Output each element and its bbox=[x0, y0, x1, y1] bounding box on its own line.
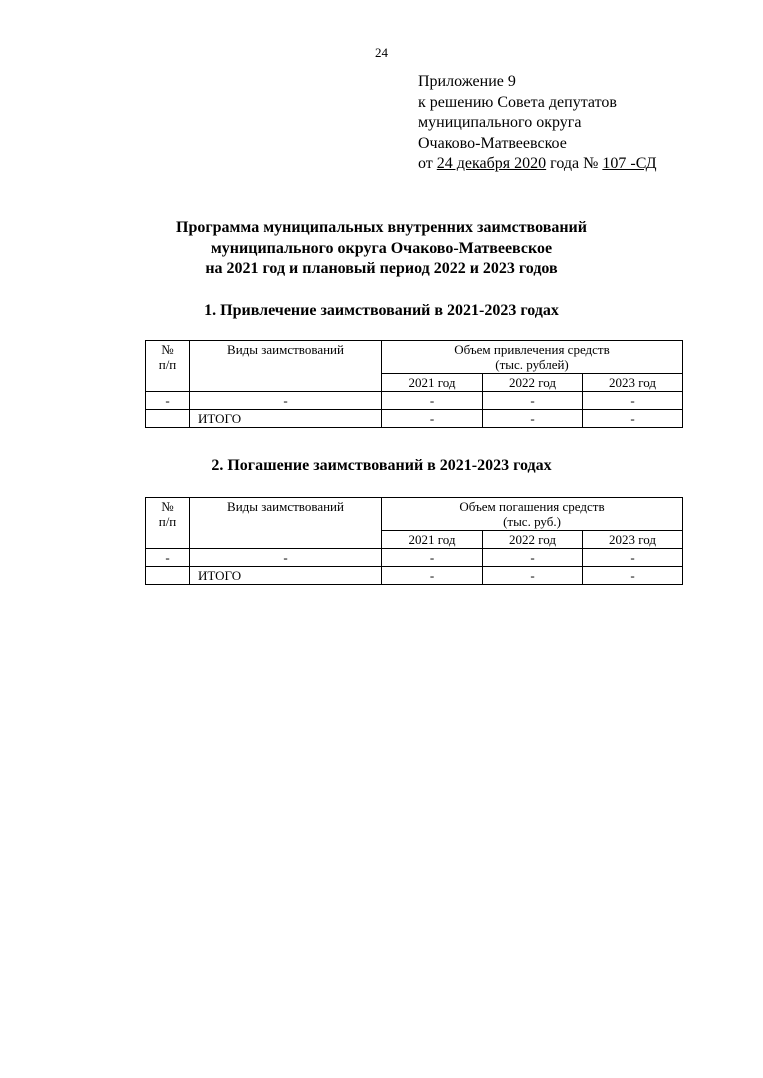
appendix-decision-line bbox=[418, 154, 657, 175]
appendix-line-2: к решению Совета депутатов bbox=[418, 93, 617, 111]
section-1-heading: 1. Привлечение заимствований в 2021-2023 годах bbox=[204, 302, 559, 319]
total-label: ИТОГО bbox=[190, 410, 382, 428]
title-line-3: на 2021 год и плановый период 2022 и 2023 годов bbox=[205, 260, 558, 277]
header-volume-line-2: (тыс. рублей) bbox=[495, 357, 569, 372]
header-number-line-1: № bbox=[161, 342, 174, 357]
date-prefix: от bbox=[418, 155, 437, 172]
header-volume bbox=[382, 341, 683, 374]
row-value-2021: - bbox=[382, 549, 483, 567]
header-year-2022: 2022 год bbox=[483, 531, 583, 549]
header-year-2021: 2021 год bbox=[382, 374, 483, 392]
total-row bbox=[146, 567, 683, 585]
header-number-line-2: п/п bbox=[158, 514, 177, 529]
row-type: - bbox=[190, 392, 382, 410]
row-number: - bbox=[146, 549, 190, 567]
document-title bbox=[0, 218, 763, 280]
appendix-line-3: муниципального округа bbox=[418, 114, 582, 131]
header-year-2023: 2023 год bbox=[583, 374, 683, 392]
header-volume bbox=[382, 498, 683, 531]
appendix-line-1: Приложение 9 bbox=[418, 73, 516, 90]
total-row bbox=[146, 410, 683, 428]
row-number: - bbox=[146, 392, 190, 410]
total-value-2021: - bbox=[382, 567, 483, 585]
appendix-header bbox=[418, 72, 657, 175]
header-number-line-1: № bbox=[161, 499, 174, 514]
header-year-2023: 2023 год bbox=[583, 531, 683, 549]
total-number bbox=[146, 410, 190, 428]
row-value-2022: - bbox=[483, 549, 583, 567]
header-year-2022: 2022 год bbox=[483, 374, 583, 392]
page-number: 24 bbox=[375, 45, 388, 60]
row-type: - bbox=[190, 549, 382, 567]
section-2-heading: 2. Погашение заимствований в 2021-2023 годах bbox=[211, 457, 552, 474]
title-line-1: Программа муниципальных внутренних заимствований bbox=[176, 219, 587, 236]
appendix-line-4: Очаково-Матвеевское bbox=[418, 134, 567, 152]
total-number bbox=[146, 567, 190, 585]
row-value-2023: - bbox=[583, 392, 683, 410]
total-value-2022: - bbox=[483, 567, 583, 585]
decision-number: 107 -СД bbox=[602, 155, 657, 172]
table-row bbox=[146, 549, 683, 567]
total-value-2023: - bbox=[583, 410, 683, 428]
total-value-2022: - bbox=[483, 410, 583, 428]
date-suffix: года № bbox=[546, 155, 603, 172]
row-value-2021: - bbox=[382, 392, 483, 410]
header-year-2021: 2021 год bbox=[382, 531, 483, 549]
header-number-line-2: п/п bbox=[158, 357, 177, 372]
title-line-2: муниципального округа Очаково-Матвеевское bbox=[210, 239, 553, 257]
row-value-2022: - bbox=[483, 392, 583, 410]
header-type: Виды заимствований bbox=[190, 341, 382, 392]
header-volume-line-2: (тыс. руб.) bbox=[503, 514, 561, 529]
total-value-2023: - bbox=[583, 567, 683, 585]
table-row bbox=[146, 392, 683, 410]
header-type: Виды заимствований bbox=[190, 498, 382, 549]
total-value-2021: - bbox=[382, 410, 483, 428]
header-volume-line-1: Объем погашения средств bbox=[459, 499, 605, 514]
header-number bbox=[146, 341, 190, 392]
header-number bbox=[146, 498, 190, 549]
row-value-2023: - bbox=[583, 549, 683, 567]
total-label: ИТОГО bbox=[190, 567, 382, 585]
borrowing-table bbox=[145, 340, 683, 428]
decision-date: 24 декабря 2020 bbox=[436, 155, 547, 172]
repayment-table bbox=[145, 497, 683, 585]
header-volume-line-1: Объем привлечения средств bbox=[454, 342, 610, 357]
